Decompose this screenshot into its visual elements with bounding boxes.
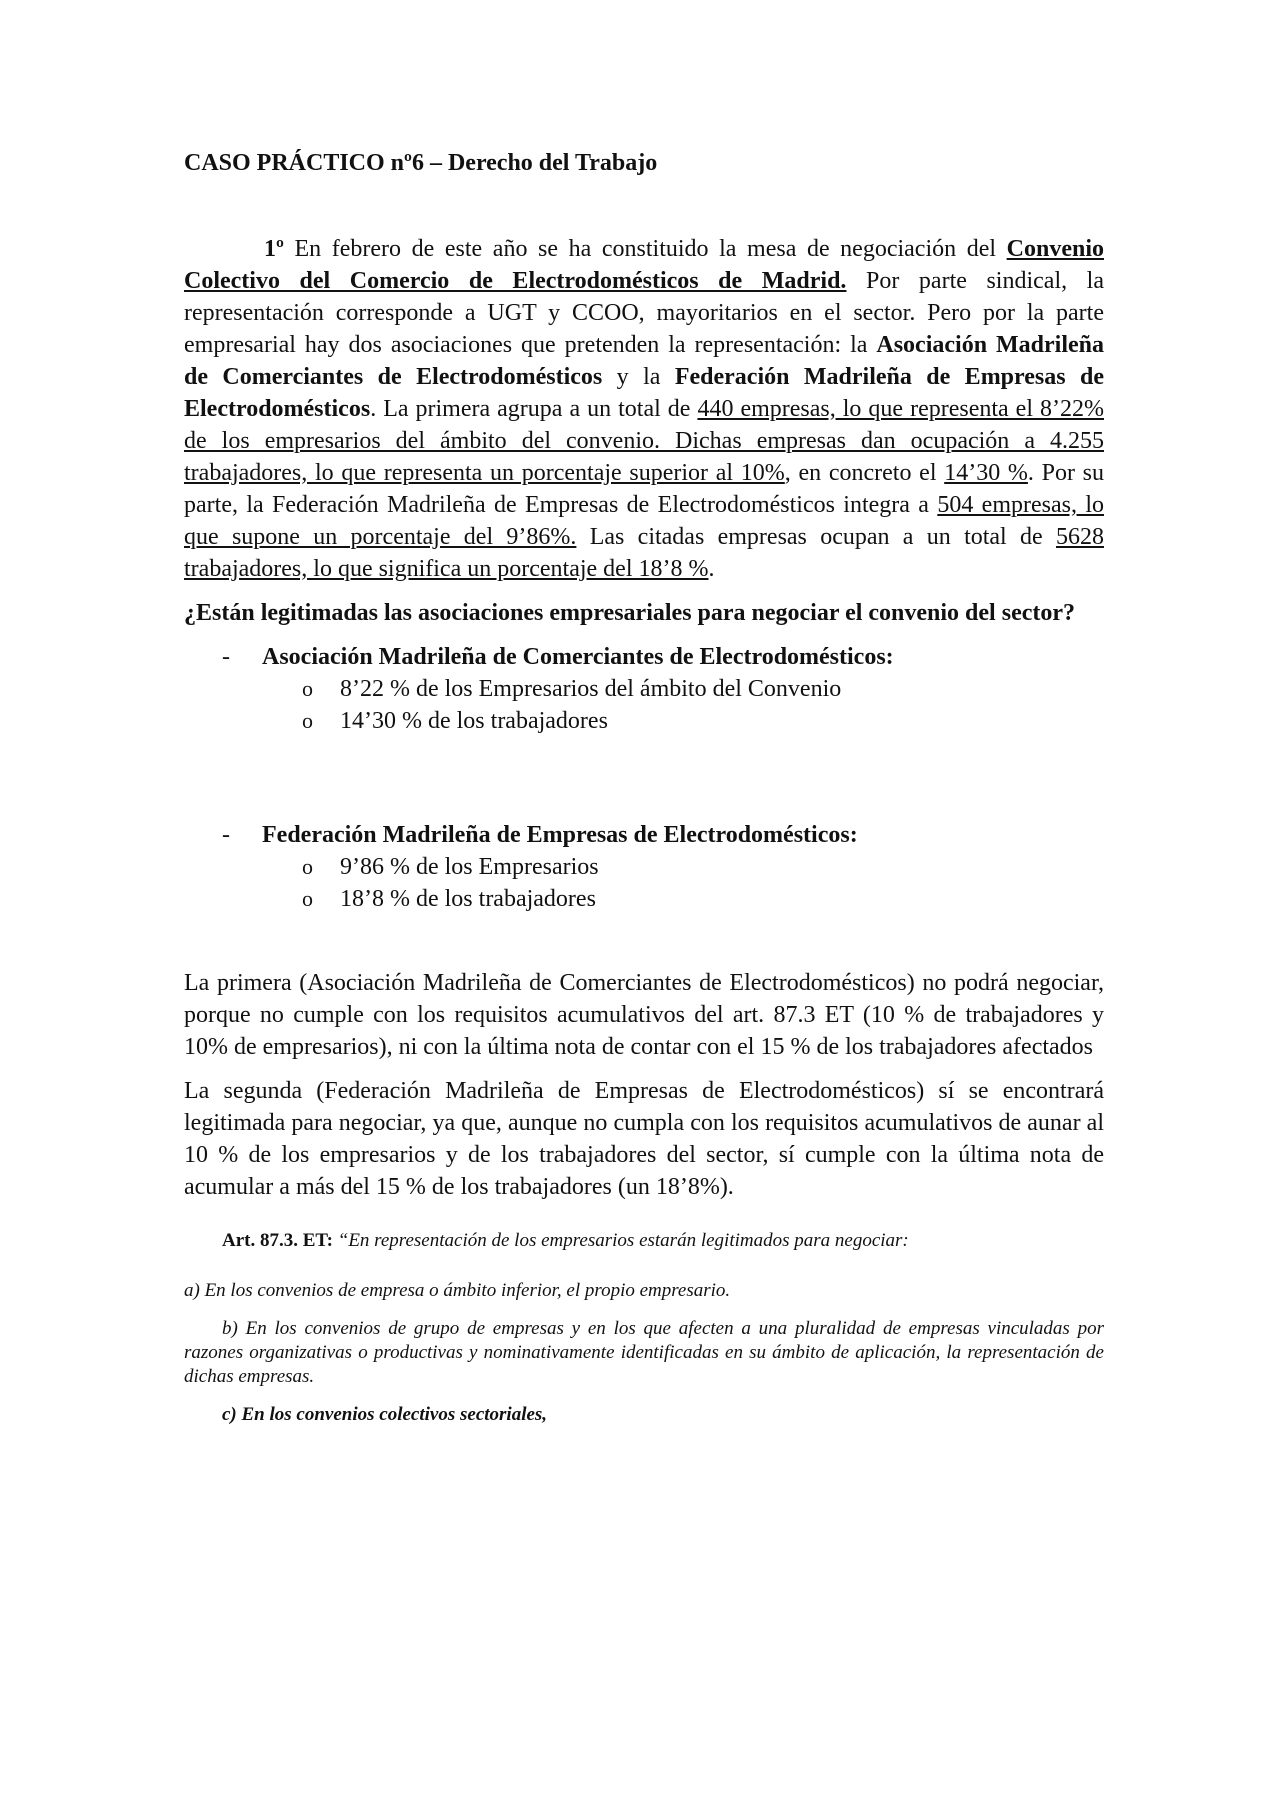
case-number: 1º <box>264 236 284 262</box>
case-text: Las citadas empresas ocupan a un total de <box>576 524 1056 550</box>
sub-list-item <box>184 673 1104 705</box>
group-title: Asociación Madrileña de Comerciantes de Electrodomésticos: <box>262 644 894 670</box>
sub-list-item <box>184 705 1104 737</box>
sub-item-text: 9’86 % de los Empresarios <box>340 854 599 880</box>
sub-item-text: 14’30 % de los trabajadores <box>340 708 608 734</box>
convenio-name: Convenio Colectivo del Comercio de Electrodomésticos de Madrid. <box>184 236 1104 294</box>
list-item <box>184 641 1104 737</box>
asociacion-percentage: 14’30 % <box>944 460 1028 486</box>
circle-bullet: o <box>302 886 313 911</box>
circle-bullet: o <box>302 676 313 701</box>
sub-list <box>184 673 1104 737</box>
circle-bullet: o <box>302 708 313 733</box>
federacion-name: Federación Madrileña de Empresas de Electrodomésticos <box>184 364 1104 422</box>
asociacion-figures: 440 empresas, lo que representa el 8’22% de los empresarios del ámbito del convenio. Dichas empresas dan ocupación a 4.255 trabajadores, lo que representa un porcentaje superior al 10% <box>184 396 1104 486</box>
group-heading <box>184 641 1104 673</box>
federacion-workers: 5628 trabajadores, lo que significa un porcentaje del 18’8 % <box>184 524 1104 582</box>
question: ¿Están legitimadas las asociaciones empresariales para negociar el convenio del sector? <box>184 600 1076 626</box>
article-item-b: b) En los convenios de grupo de empresas y en los que afecten a una pluralidad de empresas vinculadas por razones organizativas o productivas y nominativamente identificadas en su ámbito de aplicación, la representación de dichas empresas. <box>184 1318 1104 1387</box>
case-statement <box>184 233 1104 585</box>
document-body <box>184 150 1104 1427</box>
conclusion-first: La primera (Asociación Madrileña de Comerciantes de Electrodomésticos) no podrá negociar, porque no cumple con los requisitos acumulativos del art. 87.3 ET (10 % de trabajadores y 10% de empresarios), ni con la última nota de contar con el 15 % de los trabajadores afectados <box>184 970 1104 1060</box>
article-text: “En representación de los empresarios estarán legitimados para negociar: <box>333 1230 909 1251</box>
sub-list-item <box>184 851 1104 883</box>
sub-item-text: 18’8 % de los trabajadores <box>340 886 596 912</box>
group-heading <box>184 819 1104 851</box>
article-intro <box>184 1229 1104 1253</box>
federacion-companies: 504 empresas, lo que supone un porcentaje del 9’86%. <box>184 492 1104 550</box>
case-text: , en concreto el <box>784 460 945 486</box>
case-text: . <box>708 556 715 582</box>
dash-bullet: - <box>222 644 230 670</box>
legal-quote <box>184 1229 1104 1427</box>
asociacion-name: Asociación Madrileña de Comerciantes de Electrodomésticos <box>184 332 1104 390</box>
case-text: . Por su parte, la Federación Madrileña de Empresas de Electrodomésticos integra a <box>184 460 1105 518</box>
group-title: Federación Madrileña de Empresas de Electrodomésticos: <box>262 822 858 848</box>
dash-bullet: - <box>222 822 230 848</box>
case-text: Por parte sindical, la representación corresponde a UGT y CCOO, mayoritarios en el sector. Pero por la parte empresarial hay dos asociaciones que pretenden la representación: la <box>184 268 1104 358</box>
sub-list <box>184 851 1104 915</box>
article-item-a: a) En los convenios de empresa o ámbito inferior, el propio empresario. <box>184 1280 731 1301</box>
article-item-c: c) En los convenios colectivos sectoriales, <box>222 1404 548 1425</box>
sub-item-text: 8’22 % de los Empresarios del ámbito del Convenio <box>340 676 842 702</box>
document-title: CASO PRÁCTICO nº6 – Derecho del Trabajo <box>184 150 658 176</box>
conclusion-second: La segunda (Federación Madrileña de Empresas de Electrodomésticos) sí se encontrará legitimada para negociar, ya que, aunque no cumpla con los requisitos acumulativos de aunar al 10 % de los empresarios y de los trabajadores del sector, sí cumple con la última nota de acumular a más del 15 % de los trabajadores (un 18’8%). <box>184 1078 1104 1200</box>
sub-list-item <box>184 883 1104 915</box>
case-text: y la <box>602 364 675 390</box>
list-item <box>184 819 1104 915</box>
case-text: En febrero de este año se ha constituido la mesa de negociación del <box>283 236 1007 262</box>
circle-bullet: o <box>302 854 313 879</box>
case-text: . La primera agrupa a un total de <box>370 396 698 422</box>
article-reference: Art. 87.3. ET: <box>222 1230 333 1251</box>
